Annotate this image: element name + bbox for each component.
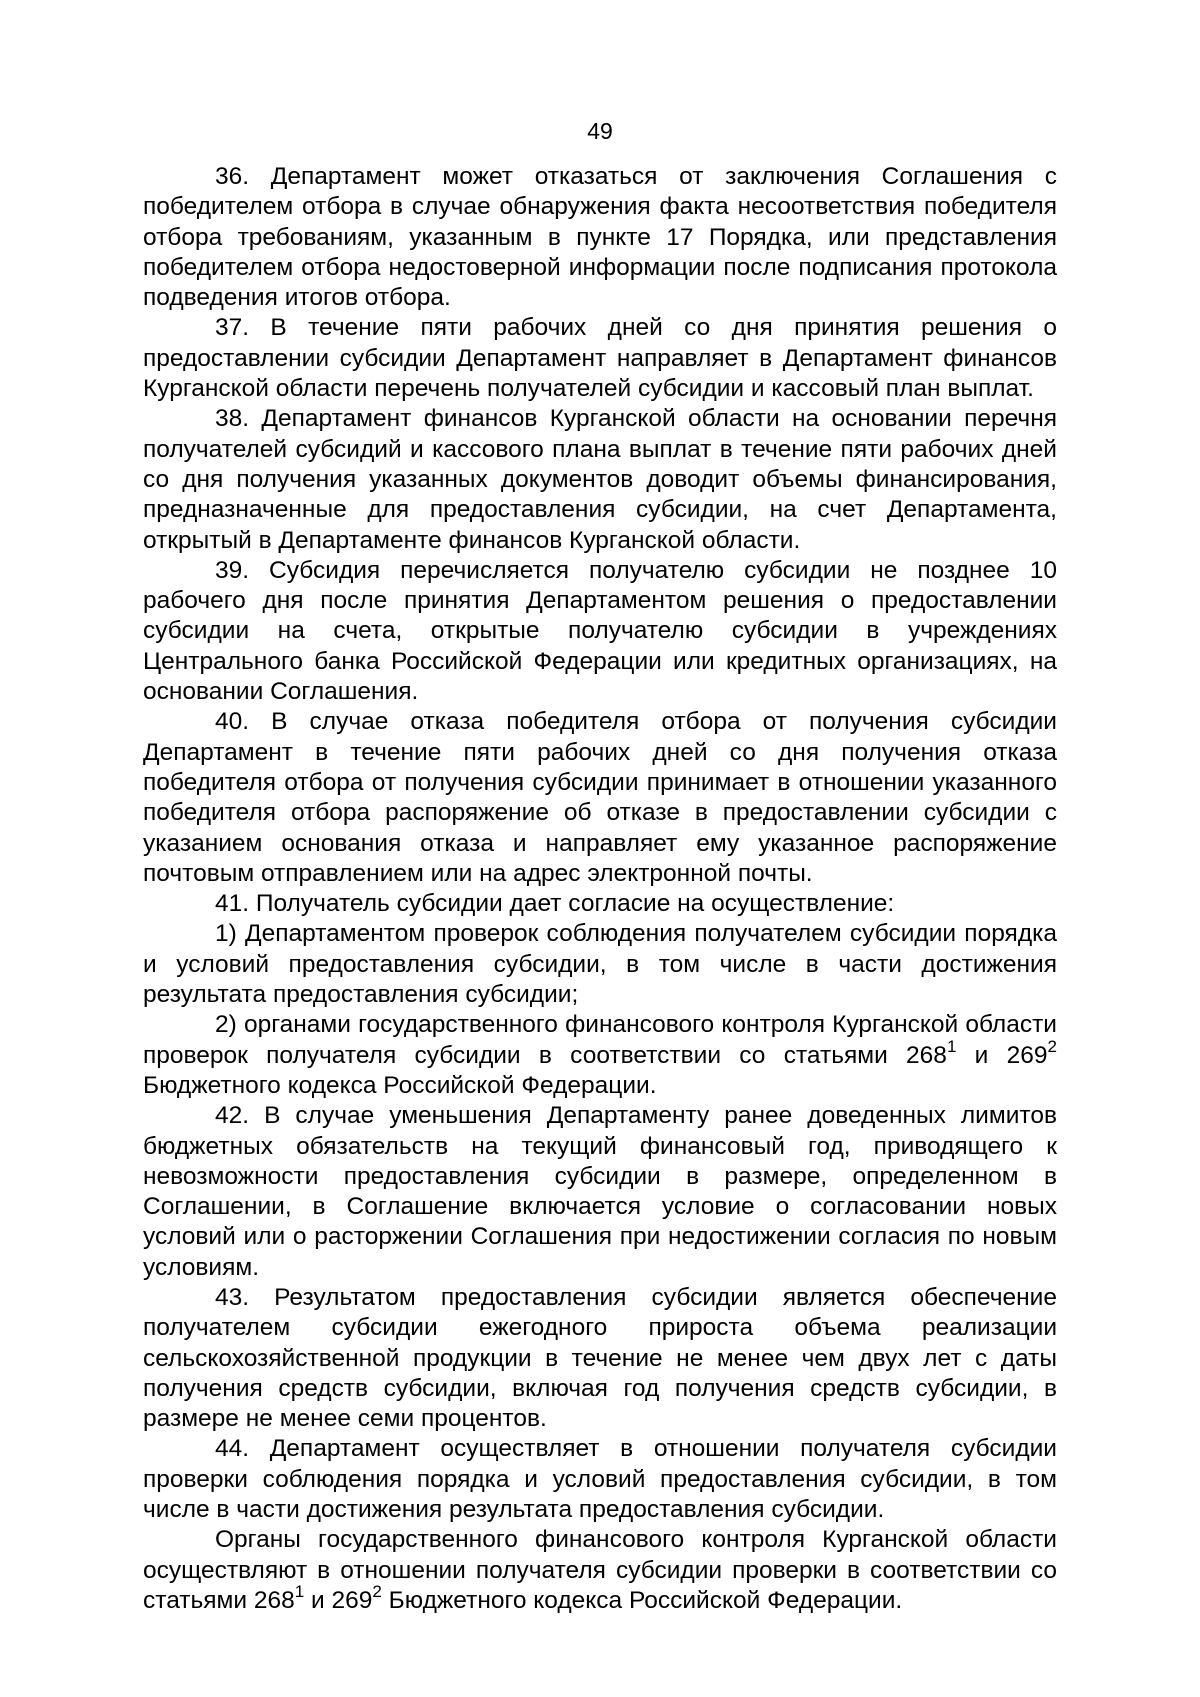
- paragraph-43: 43. Результатом предоставления субсидии является обеспечение получателем субсидии ежегодного прироста объема реализации сельскохозяйственной продукции в течение не менее чем двух лет с даты получения средств субсидии, включая год получения средств субсидии, в размере не менее семи процентов.: [143, 1283, 1057, 1433]
- paragraph-41: 41. Получатель субсидии дает согласие на осуществление:: [215, 890, 895, 918]
- paragraph-41-item-2-text-c: Бюджетного кодекса Российской Федерации.: [143, 1071, 657, 1099]
- paragraph-38: 38. Департамент финансов Курганской области на основании перечня получателей субсидий и кассового плана выплат в течение пяти рабочих дней со дня получения указанных документов доводит объемы финансирования, предназначенные для предоставления субсидии, на счет Департамента, открытый в Департаменте финансов Курганской области.: [143, 405, 1057, 554]
- paragraph-36: 36. Департамент может отказаться от заключения Соглашения с победителем отбора в случае обнаружения факта несоответствия победителя отбора требованиям, указанным в пункте 17 Порядка, или представления победителем отбора недостоверной информации после подписания протокола подведения итогов отбора.: [143, 163, 1057, 312]
- paragraph-44-continuation-text-a: Органы государственного финансового контроля Курганской области осуществляют в отношении получателя субсидии проверки в соответствии со статьями 268: [143, 1526, 1057, 1614]
- paragraph-44-continuation-text-b: и 269: [304, 1586, 373, 1614]
- superscript-1: 1: [294, 1581, 305, 1601]
- document-body: [143, 162, 1057, 1616]
- paragraph-41-item-2-text-b: и 269: [956, 1041, 1048, 1069]
- superscript-2: 2: [1047, 1036, 1057, 1056]
- paragraph-41-item-2-text-a: 2) органами государственного финансового контроля Курганской области проверок получателя субсидии в соответствии со статьями 268: [143, 1011, 1057, 1069]
- paragraph-41-item-2: [143, 1010, 1057, 1101]
- superscript-2: 2: [372, 1581, 382, 1601]
- paragraph-44-continuation: [143, 1525, 1057, 1616]
- paragraph-44-continuation-text-c: Бюджетного кодекса Российской Федерации.: [381, 1586, 903, 1614]
- paragraph-41-item-1: 1) Департаментом проверок соблюдения получателем субсидии порядка и условий предоставления субсидии, в том числе в части достижения результата предоставления субсидии;: [143, 920, 1057, 1009]
- paragraph-40: 40. В случае отказа победителя отбора от получения субсидии Департамент в течение пяти рабочих дней со дня получения отказа победителя отбора от получения субсидии принимает в отношении указанного победителя отбора распоряжение об отказе в предоставлении субсидии с указанием основания отказа и направляет ему указанное распоряжение почтовым отправлением или на адрес электронной почты.: [143, 708, 1057, 887]
- paragraph-42: 42. В случае уменьшения Департаменту ранее доведенных лимитов бюджетных обязательств на текущий финансовый год, приводящего к невозможности предоставления субсидии в размере, определенном в Соглашении, в Соглашение включается условие о согласовании новых условий или о расторжении Соглашения при недостижении согласия по новым условиям.: [143, 1102, 1057, 1281]
- paragraph-44: 44. Департамент осуществляет в отношении получателя субсидии проверки соблюдения порядка и условий предоставления субсидии, в том числе в части достижения результата предоставления субсидии.: [143, 1435, 1057, 1524]
- paragraph-39: 39. Субсидия перечисляется получателю субсидии не позднее 10 рабочего дня после принятия Департаментом решения о предоставлении субсидии на счета, открытые получателю субсидии в учреждениях Центрального банка Российской Федерации или кредитных организациях, на основании Соглашения.: [143, 556, 1057, 706]
- paragraph-37: 37. В течение пяти рабочих дней со дня принятия решения о предоставлении субсидии Департамент направляет в Департамент финансов Курганской области перечень получателей субсидии и кассовый план выплат.: [143, 314, 1057, 403]
- superscript-1: 1: [946, 1036, 957, 1056]
- page-number: 49: [587, 118, 613, 144]
